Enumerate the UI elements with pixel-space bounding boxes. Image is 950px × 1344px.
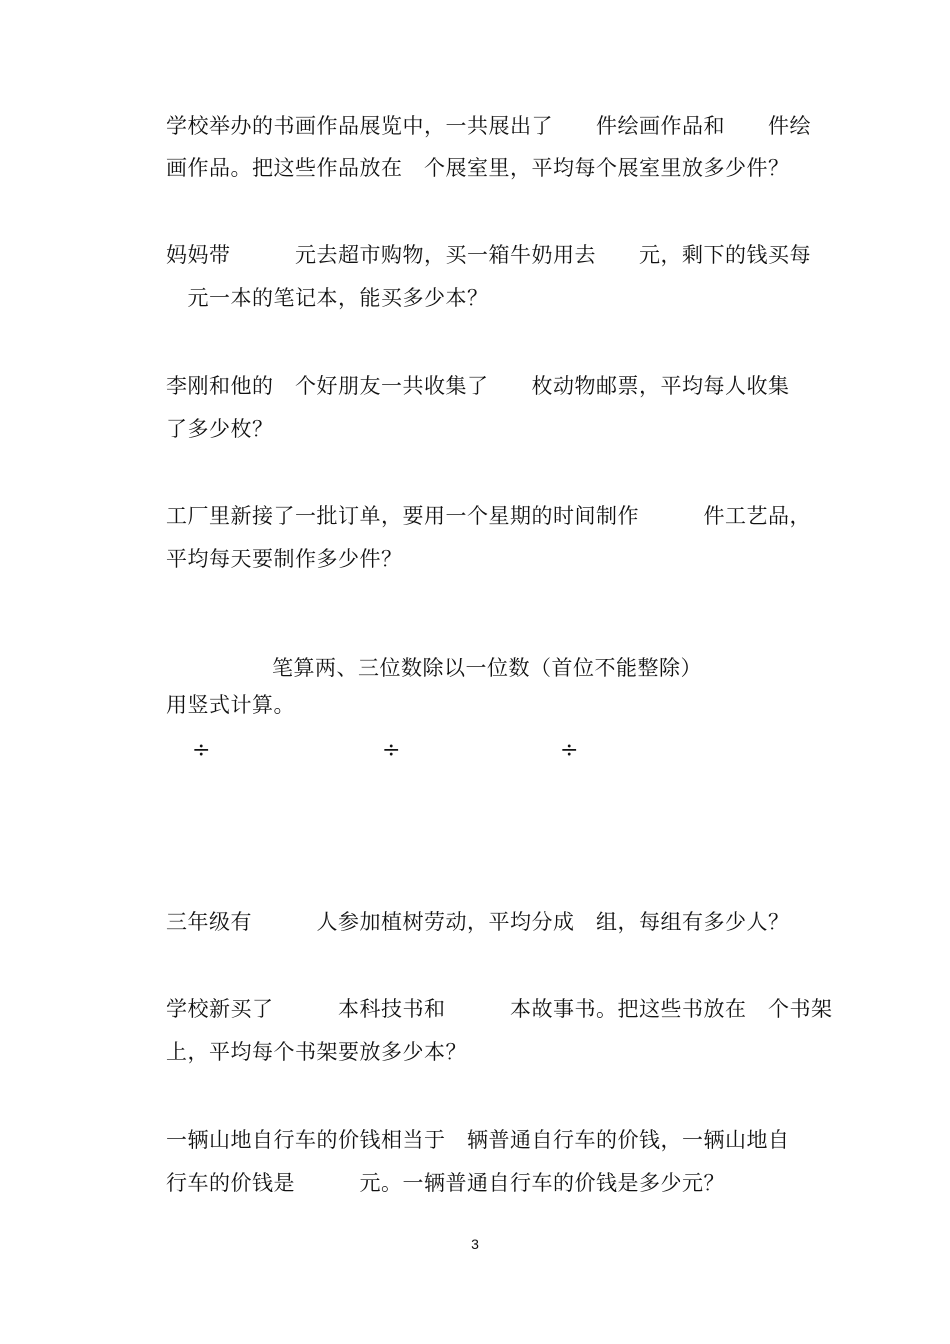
- problem-4-line-2: 平均每天要制作多少件？: [166, 547, 403, 571]
- problem-2-line-2: 元一本的笔记本，能买多少本？: [166, 286, 489, 310]
- problem-3-line-2: 了多少枚？: [166, 417, 274, 441]
- problem-6-line-1: 学校新买了 本科技书和 本故事书。把这些书放在 个书架: [166, 997, 833, 1021]
- division-sign-2: ÷: [382, 738, 401, 763]
- problem-6-line-2: 上，平均每个书架要放多少本？: [166, 1040, 467, 1064]
- problem-3-line-1: 李刚和他的 个好朋友一共收集了 枚动物邮票，平均每人收集: [166, 374, 790, 398]
- page-number: 3: [471, 1236, 479, 1252]
- problem-7-line-1: 一辆山地自行车的价钱相当于 辆普通自行车的价钱，一辆山地自: [166, 1128, 790, 1152]
- problem-1-line-2: 画作品。把这些作品放在 个展室里，平均每个展室里放多少件？: [166, 156, 790, 180]
- division-sign-3: ÷: [560, 738, 579, 763]
- division-sign-1: ÷: [192, 738, 211, 763]
- problem-7-line-2: 行车的价钱是 元。一辆普通自行车的价钱是多少元？: [166, 1171, 725, 1195]
- problem-4-line-1: 工厂里新接了一批订单，要用一个星期的时间制作 件工艺品，: [166, 504, 811, 528]
- problem-2-line-1: 妈妈带 元去超市购物，买一箱牛奶用去 元，剩下的钱买每: [166, 243, 811, 267]
- problem-1-line-1: 学校举办的书画作品展览中，一共展出了 件绘画作品和 件绘: [166, 114, 811, 138]
- section-instruction: 用竖式计算。: [166, 693, 295, 717]
- section-title: 笔算两、三位数除以一位数（首位不能整除）: [272, 656, 702, 680]
- problem-5-line-1: 三年级有 人参加植树劳动，平均分成 组，每组有多少人？: [166, 910, 790, 934]
